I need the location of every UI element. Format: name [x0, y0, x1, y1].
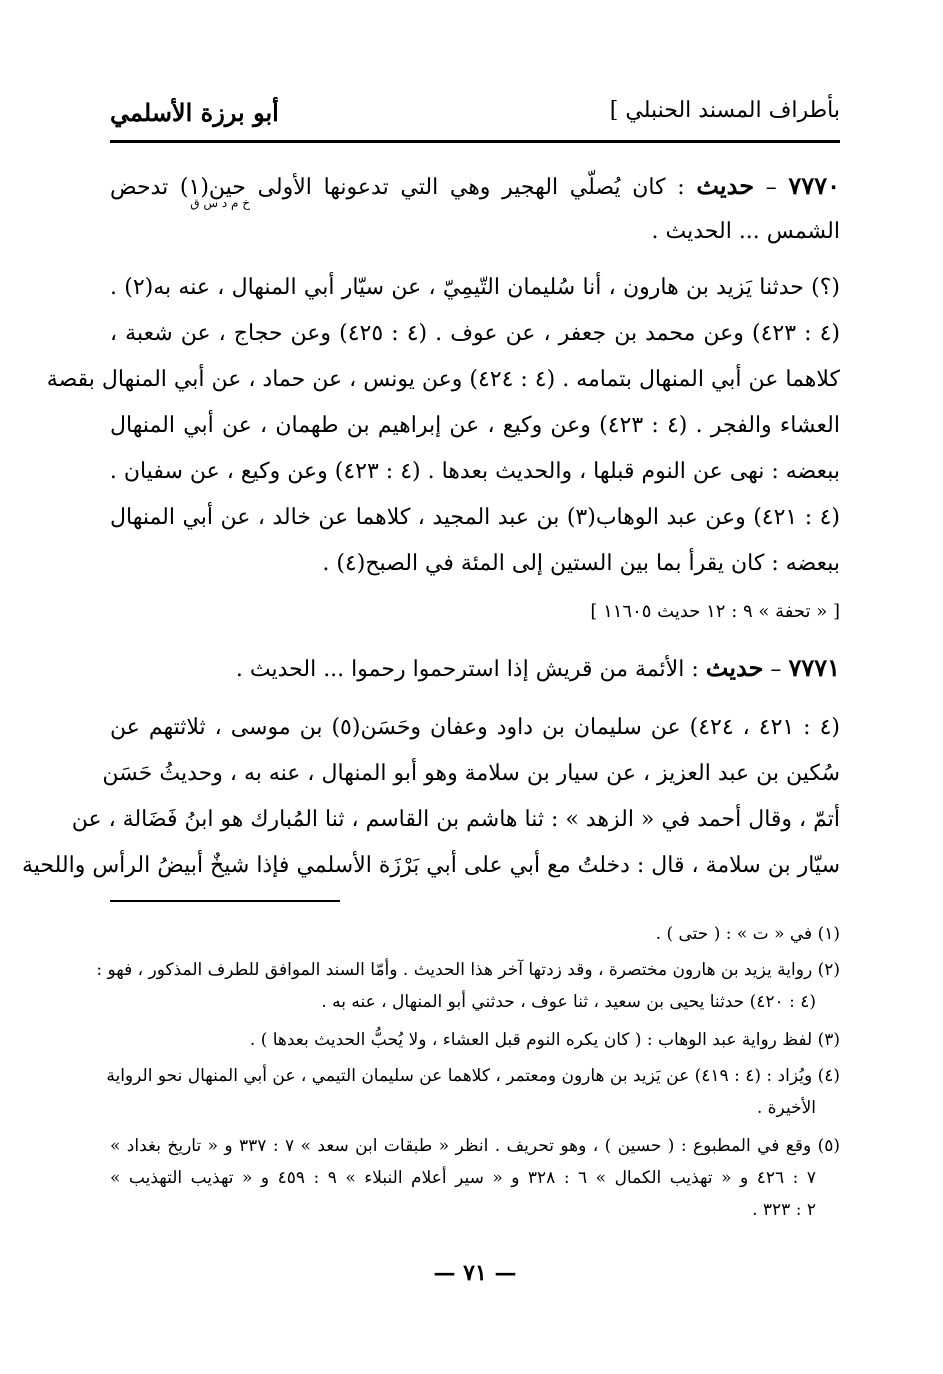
hadith-label: حديث — [705, 653, 764, 682]
footnote: (٢) رواية يزيد بن هارون مختصرة ، وقد زدتها آخر هذا الحديث . وأمّا السند الموافق للطرف المذكور ، فهو : — [96, 960, 840, 980]
page-number: — ٧١ — — [433, 1260, 517, 1286]
footnote: الأخيرة . — [756, 1098, 816, 1118]
footnote: (١) في « ت » : ( حتى ) . — [655, 924, 840, 944]
footnote: (٣) لفظ رواية عبد الوهاب : ( كان يكره النوم قبل العشاء ، ولا يُحبُّ الحديث بعدها ) . — [249, 1030, 840, 1050]
header-rule — [110, 140, 840, 143]
book-title: بأطراف المسند الحنبلي ] — [609, 98, 840, 123]
chain-line: كلاهما عن أبي المنهال بتمامه . (٤ : ٤٢٤) وعن يونس ، عن حماد ، عن أبي المنهال بقصة — [46, 367, 840, 392]
chain-line: سُكين بن عبد العزيز ، عن سيار بن سلامة وهو أبو المنهال ، عنه به ، وحديثُ حَسَن — [102, 761, 840, 786]
hadith-7770-heading: ٧٧٧٠ – حديث : كان يُصلّي الهجير وهي التي تدعونها الأولى حين(١) تدحض — [110, 171, 840, 200]
chain-line: ببعضه : كان يقرأ بما بين الستين إلى المئة في الصبح(٤) . — [322, 551, 840, 576]
hadith-text: : كان يُصلّي الهجير وهي التي تدعونها الأولى حين(١) تدحض — [110, 175, 685, 200]
footnote: (٤) ويُزاد : (٤ : ٤١٩) عن يَزيد بن هارون ومعتمر ، كلاهما عن سليمان التيمي ، عن أبي المنهال نحو الرواية — [106, 1066, 840, 1086]
chain-line: ببعضه : نهى عن النوم قبلها ، والحديث بعدها . (٤ : ٤٢٣) وعن وكيع ، عن سفيان . — [109, 459, 840, 484]
source-symbols: خ م د س ق — [190, 196, 250, 210]
hadith-number: ٧٧٧١ — [788, 653, 840, 682]
chain-line: العشاء والفجر . (٤ : ٤٢٣) وعن وكيع ، عن إبراهيم بن طهمان ، عن أبي المنهال — [110, 413, 840, 438]
footnote: ٧ : ٤٢٦ و « تهذيب الكمال » ٦ : ٣٢٨ و « سير أعلام النبلاء » ٩ : ٤٥٩ و « تهذيب التهذيب » — [110, 1168, 816, 1188]
hadith-label: حديث — [696, 171, 755, 200]
document-page — [21, 0, 840, 1374]
chain-line: (٤ : ٤٢٣) وعن محمد بن جعفر ، عن عوف . (٤ : ٤٢٥) وعن حجاج ، عن شعبة ، — [110, 321, 840, 346]
chain-line: سيّار بن سلامة ، قال : دخلتُ مع أبي على أبي بَرْزَة الأسلمي فإذا شيخٌ أبيضُ الرأس واللحية — [21, 853, 840, 878]
chain-line: (٤ : ٤٢١ ، ٤٢٤) عن سليمان بن داود وعفان وحَسَن(٥) بن موسى ، ثلاثتهم عن — [110, 715, 840, 740]
footnote-rule — [110, 900, 340, 902]
chain-line: (؟) حدثنا يَزيد بن هارون ، أنا سُليمان التّيمِيّ ، عن سيّار أبي المنهال ، عنه به(٢) . — [110, 275, 840, 300]
hadith-number: ٧٧٧٠ — [788, 171, 840, 200]
hadith-7771-heading: ٧٧٧١ – حديث : الأئمة من قريش إذا استرحموا رحموا ... الحديث . — [235, 653, 840, 682]
hadith-text: : الأئمة من قريش إذا استرحموا رحموا ... الحديث . — [235, 657, 699, 682]
section-title: أبو برزة الأسلمي — [110, 98, 279, 127]
hadith-text-continued: الشمس ... الحديث . — [651, 219, 840, 244]
running-header — [110, 92, 840, 140]
footnote: ٢ : ٣٢٣ . — [752, 1200, 816, 1220]
footnote: (٥) وقع في المطبوع : ( حسين ) ، وهو تحريف . انظر « طبقات ابن سعد » ٧ : ٣٣٧ و « تاريخ بغداد » — [110, 1136, 840, 1156]
chain-line: (٤ : ٤٢١) وعن عبد الوهاب(٣) بن عبد المجيد ، كلاهما عن خالد ، عن أبي المنهال — [110, 505, 840, 530]
footnote: (٤ : ٤٢٠) حدثنا يحيى بن سعيد ، ثنا عوف ، حدثني أبو المنهال ، عنه به . — [321, 992, 816, 1012]
chain-line: أتمّ ، وقال أحمد في « الزهد » : ثنا هاشم بن القاسم ، ثنا المُبارك هو ابنُ فَضَالة ، عن — [71, 807, 840, 832]
tuhfa-reference: [ « تحفة » ٩ : ١٢ حديث ١١٦٠٥ ] — [590, 601, 840, 622]
